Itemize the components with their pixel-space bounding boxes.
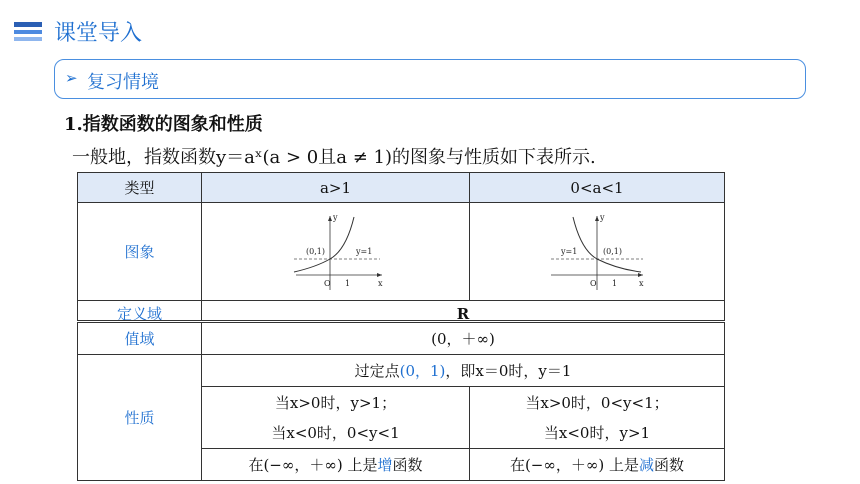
monotonic-col1 [202,449,470,481]
fixed-point-suffix: ，即x＝0时，y＝1 [445,362,572,380]
fixed-point-row [78,355,725,387]
exp-increasing-graph [286,212,386,292]
section-title: 课堂导入 [54,21,143,46]
properties-table [77,172,725,321]
mono2-prefix: 在(−∞，＋∞) 上是 [509,456,639,474]
property-label: 性质 [78,355,202,481]
domain-label: 定义域 [116,305,162,320]
graph1-asymptote-label: y=1 [355,246,372,256]
col2-line1: 当x>0时，0<y<1； [470,387,725,418]
slides-icon [14,22,42,42]
graph1-tick-label: 1 [344,278,350,288]
graph2-x-axis-label: x [639,278,644,288]
range-value: (0，＋∞) [202,323,725,355]
graph1-y-axis-label: y [332,212,338,222]
properties-table-overlay [77,322,725,481]
type-col1: a>1 [202,173,470,203]
monotonic-col2 [470,449,725,481]
range-label: 值域 [78,323,202,355]
arrow-icon: ➢ [65,69,78,87]
graph-label: 图象 [78,203,202,301]
topic-heading: 1.指数函数的图象和性质 [64,114,263,135]
graph1-origin-label: O [323,278,331,288]
graph-decreasing [470,203,725,301]
range-row [78,323,725,355]
graph2-point-label: (0,1) [603,246,622,256]
fixed-point-cell [202,355,725,387]
col2-line2: 当x<0时，y>1 [470,418,725,449]
graph1-x-axis-label: x [377,278,383,288]
mono1-word: 增 [377,456,393,474]
col1-line2: 当x<0时，0<y<1 [202,418,470,449]
graph2-y-axis-label: y [600,212,605,222]
domain-row [78,301,725,321]
table-header-row [78,173,725,203]
banner-label: 复习情境 [87,72,159,93]
type-col2: 0<a<1 [470,173,725,203]
graph2-asymptote-label: y=1 [561,246,578,256]
type-label: 类型 [78,173,202,203]
mono2-suffix: 函数 [654,456,685,474]
domain-value: R [456,305,470,320]
col1-line1: 当x>0时，y>1； [202,387,470,418]
graph2-tick-label: 1 [612,278,618,288]
mono2-word: 减 [639,456,655,474]
mono1-prefix: 在(−∞，＋∞) 上是 [248,456,378,474]
mono1-suffix: 函数 [392,456,423,474]
intro-text: 一般地，指数函数y＝aˣ(a > 0且a ≠ 1)的图象与性质如下表所示. [72,147,596,168]
graph-increasing [202,203,470,301]
exp-decreasing-graph [547,212,647,292]
fixed-point-prefix: 过定点 [354,362,400,380]
graph1-point-label: (0,1) [305,246,325,256]
fixed-point-value: (0，1) [399,362,446,380]
graph2-origin-label: O [590,278,597,288]
review-banner [54,59,806,99]
graph-row [78,203,725,301]
